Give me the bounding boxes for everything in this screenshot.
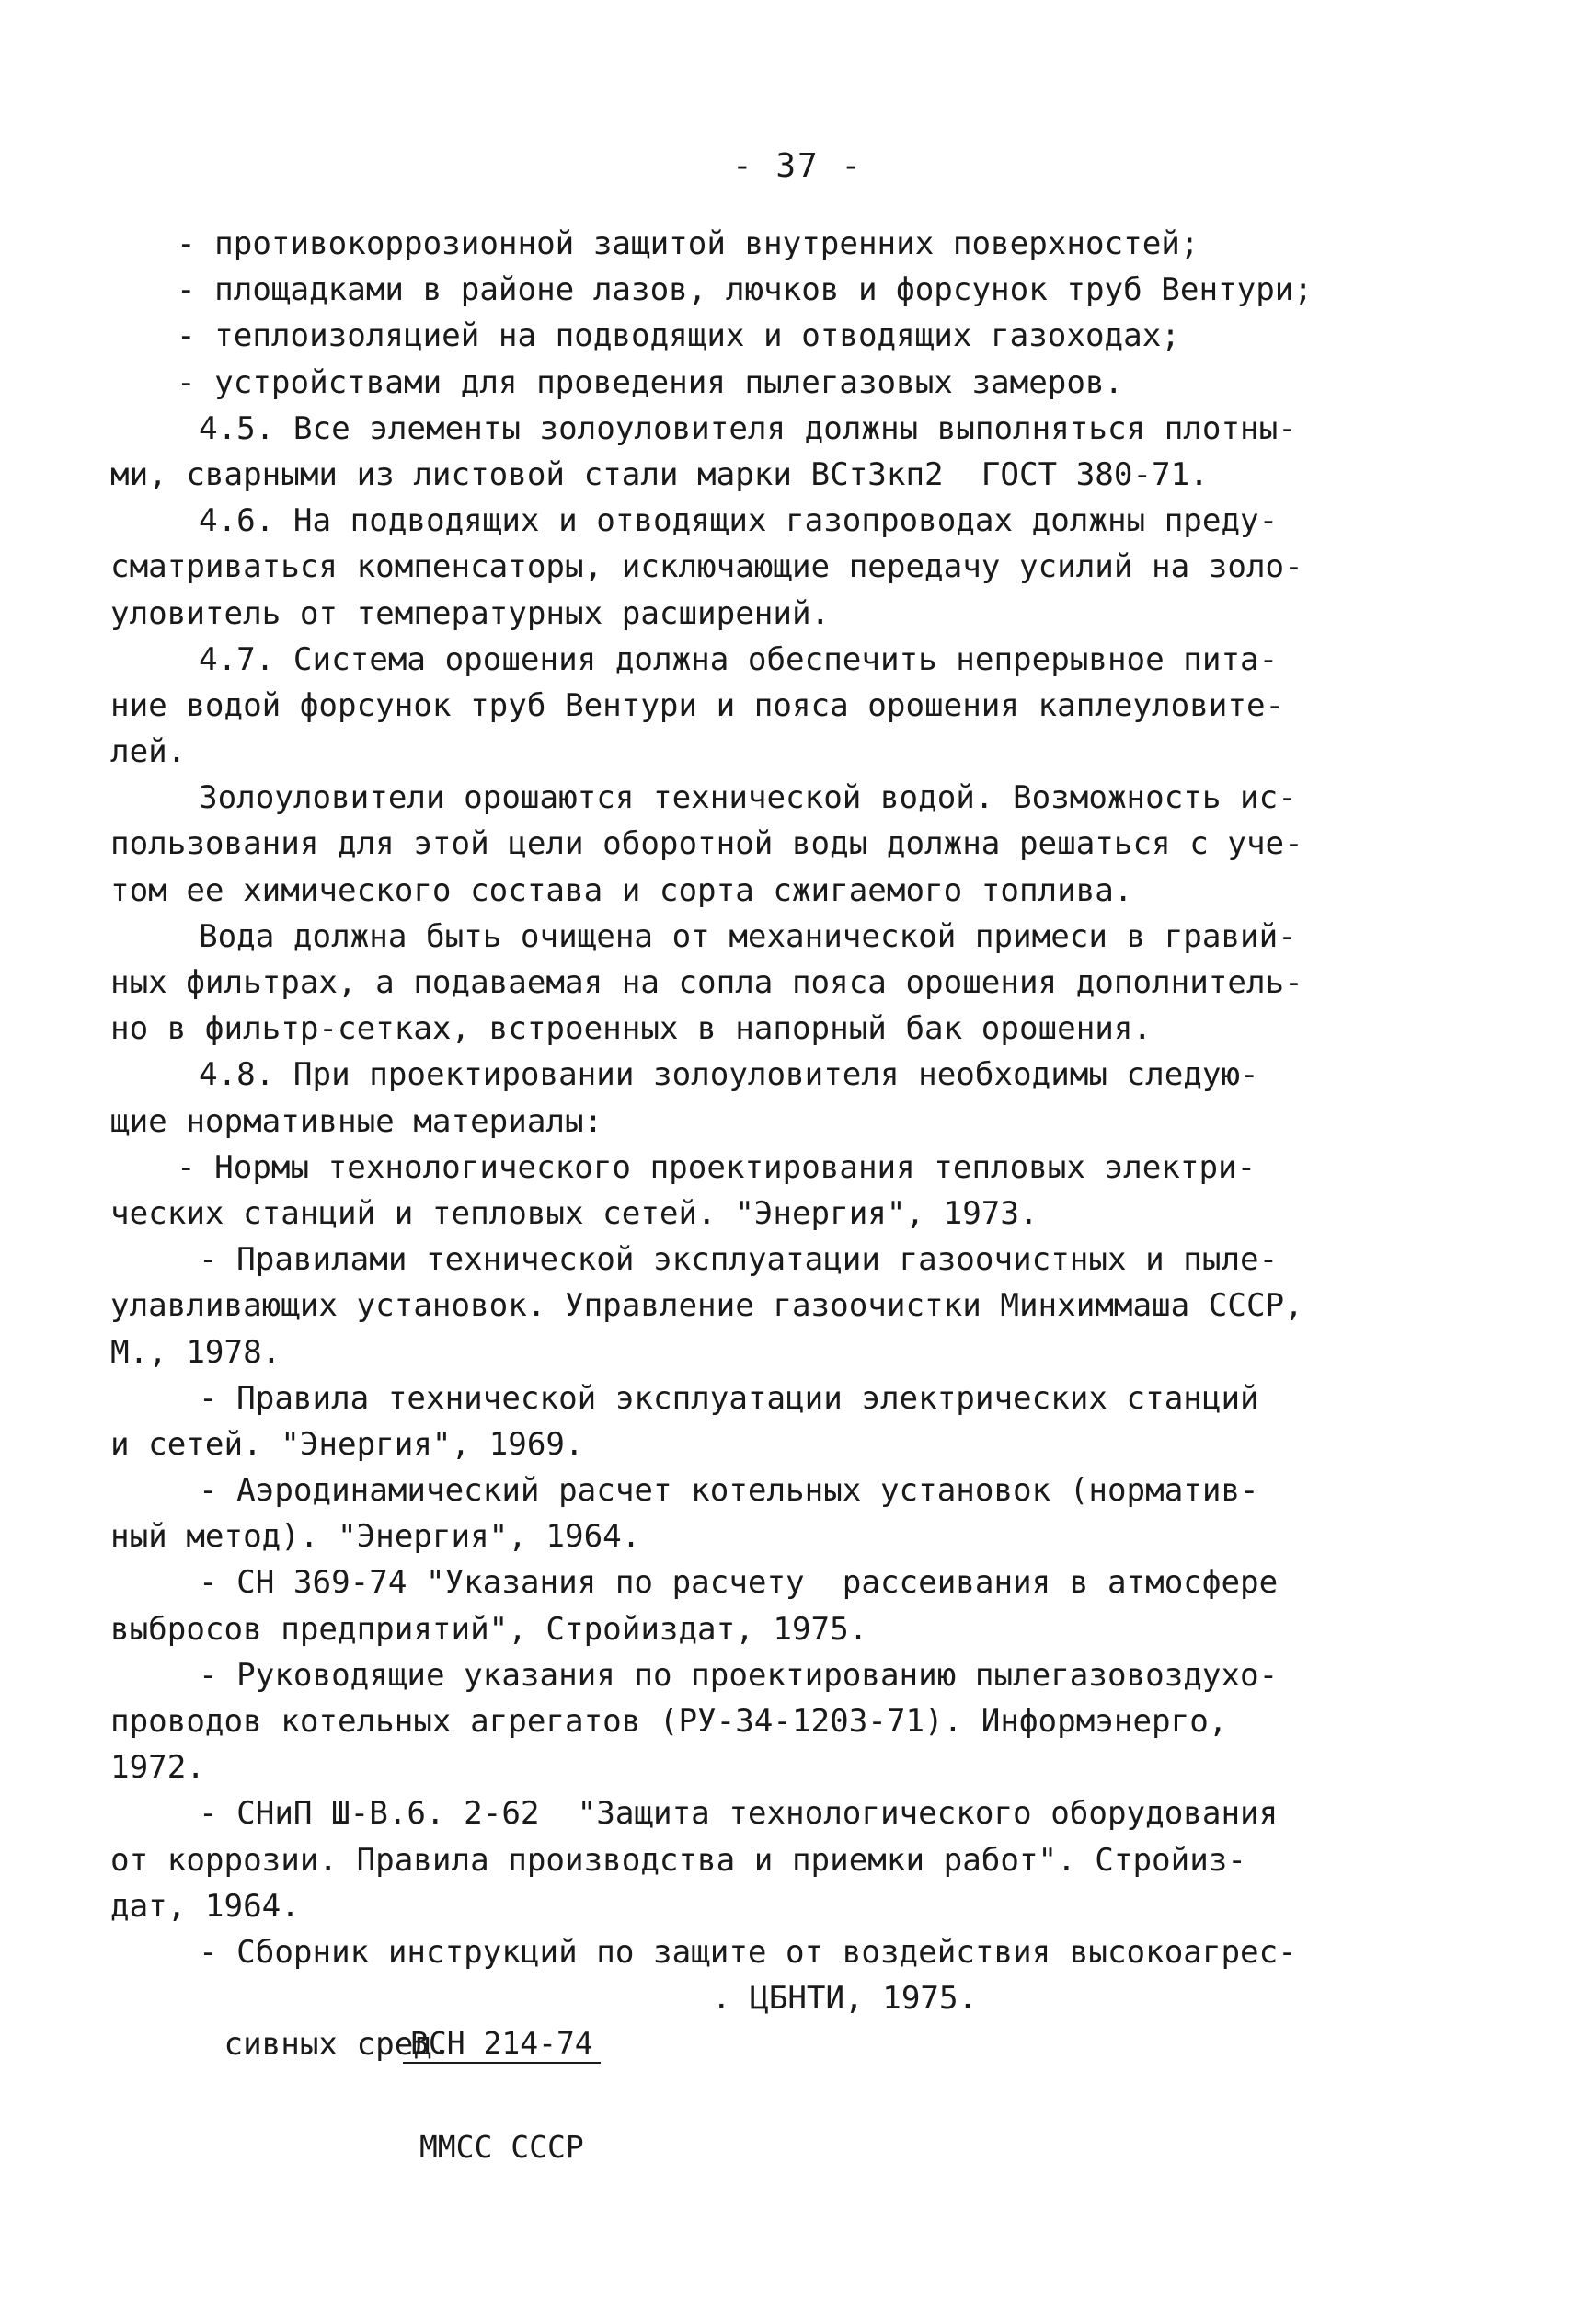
text-line: - Правилами технической эксплуатации газоочистных и пыле- xyxy=(199,1241,1279,1279)
text-line: ный метод). "Энергия", 1964. xyxy=(110,1518,641,1556)
text-line: ми, сварными из листовой стали марки ВСтЗкп2 ГОСТ 380-71. xyxy=(110,455,1209,493)
text-line: улавливающих установок. Управление газоочистки Минхиммаша СССР, xyxy=(110,1287,1303,1325)
text-line: уловитель от температурных расширений. xyxy=(110,594,831,632)
text-line: ных фильтрах, а подаваемая на сопла пояса орошения дополнитель- xyxy=(110,964,1303,1001)
page-number: - 37 - xyxy=(731,147,864,185)
text-line: пользования для этой цели оборотной воды должна решаться с уче- xyxy=(110,825,1303,863)
document-body xyxy=(110,221,1313,2165)
text-line: сматриваться компенсаторы, исключающие передачу усилий на золо- xyxy=(110,548,1303,586)
text-line: ние водой форсунок труб Вентури и пояса орошения каплеуловите- xyxy=(110,686,1285,724)
text-line: Золоуловители орошаются технической водой. Возможность ис- xyxy=(199,779,1297,817)
text-line-with-fraction xyxy=(110,1975,1306,2165)
text-line: 4.7. Система орошения должна обеспечить непрерывное пита- xyxy=(199,640,1279,678)
text-line: 4.8. При проектировании золоуловителя необходимы следую- xyxy=(199,1056,1259,1094)
text-line: лей. xyxy=(110,733,187,771)
text-line: 4.5. Все элементы золоуловителя должны выполняться плотны- xyxy=(199,409,1297,447)
text-line: Вода должна быть очищена от механической примеси в гравий- xyxy=(199,917,1297,955)
text-line: - СНиП Ш-В.6. 2-62 "Защита технологического оборудования xyxy=(199,1795,1279,1833)
text-line: выбросов предприятий", Стройиздат, 1975. xyxy=(110,1610,868,1648)
last-line-prefix: сивных сред. xyxy=(224,2026,452,2064)
text-line: - теплоизоляцией на подводящих и отводящих газоходах; xyxy=(177,317,1180,355)
text-line: - СН 369-74 "Указания по расчету рассеивания в атмосфере xyxy=(199,1564,1279,1602)
text-line: но в фильтр-сетках, встроенных в напорный бак орошения. xyxy=(110,1010,1153,1048)
text-line: дат, 1964. xyxy=(110,1887,300,1925)
text-line: - Нормы технологического проектирования тепловых электри- xyxy=(177,1148,1256,1186)
text-line: 1972. xyxy=(110,1749,205,1787)
text-line: том ее химического состава и сорта сжигаемого топлива. xyxy=(110,871,1133,909)
text-line: - Руководящие указания по проектированию пылегазовоздухо- xyxy=(199,1656,1279,1694)
document-code-fraction xyxy=(403,1964,601,2225)
fraction-denominator: ММСС СССР xyxy=(419,2128,584,2165)
fraction-numerator: ВСН 214-74 xyxy=(403,2028,601,2064)
text-line: - Сборник инструкций по защите от воздействия высокоагрес- xyxy=(199,1933,1297,1971)
text-line: проводов котельных агрегатов (РУ-34-1203-71). Информэнерго, xyxy=(110,1703,1228,1740)
text-line: - Аэродинамический расчет котельных установок (норматив- xyxy=(199,1472,1259,1510)
text-line: - устройствами для проведения пылегазовых замеров. xyxy=(177,363,1124,401)
text-line: и сетей. "Энергия", 1969. xyxy=(110,1425,584,1463)
text-line: 4.6. На подводящих и отводящих газопроводах должны преду- xyxy=(199,502,1279,540)
text-line: - противокоррозионной защитой внутренних поверхностей; xyxy=(177,225,1199,262)
text-line: от коррозии. Правила производства и приемки работ". Стройиз- xyxy=(110,1841,1246,1879)
text-line: М., 1978. xyxy=(110,1333,281,1371)
text-line: щие нормативные материалы: xyxy=(110,1102,603,1140)
text-line: - Правила технической эксплуатации электрических станций xyxy=(199,1379,1259,1417)
last-line-suffix: . ЦБНТИ, 1975. xyxy=(712,1980,978,2018)
text-line: ческих станций и тепловых сетей. "Энергия", 1973. xyxy=(110,1194,1038,1232)
text-line: - площадками в районе лазов, лючков и форсунок труб Вентури; xyxy=(177,271,1313,309)
